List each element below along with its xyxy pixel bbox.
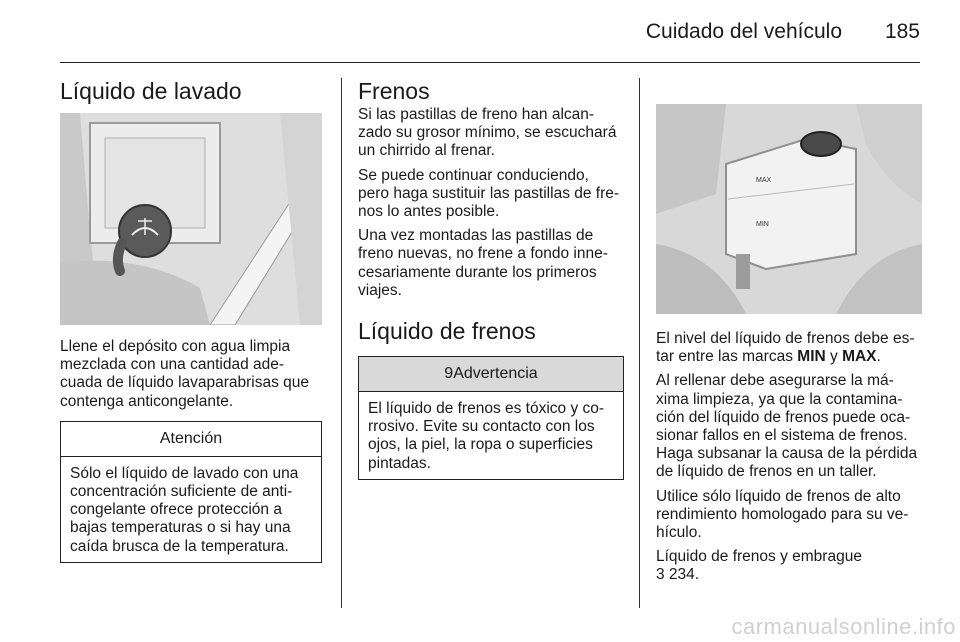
brake-reservoir-photo — [656, 104, 922, 314]
header-title: Cuidado del vehículo — [645, 20, 842, 43]
cross-reference — [656, 548, 922, 584]
warning-header — [359, 357, 623, 392]
reservoir-cap-icon — [801, 132, 841, 156]
washer-body-text: Llene el depósito con agua limpia mezclada con una cantidad ade- cuada de líquido lavaparabrisas que contenga anticongelante. — [60, 338, 310, 410]
attention-box — [60, 421, 322, 563]
max-mark-text: MAX — [842, 348, 877, 366]
washer-reservoir-photo — [60, 113, 322, 325]
column-divider — [639, 78, 640, 608]
fluid-type-paragraph: Utilice sólo líquido de frenos de alto rendimiento homologado para su ve- hículo. — [656, 487, 909, 542]
warning-title: Advertencia — [453, 365, 538, 383]
min-mark-text: MIN — [797, 348, 826, 366]
brakes-paragraph-1: Si las pastillas de freno han alcan- zado su grosor mínimo, se escuchará un chirrido al frenar. — [358, 106, 617, 160]
attention-title: Atención — [61, 422, 321, 457]
warning-text: El líquido de frenos es tóxico y co- rrosivo. Evite su contacto con los ojos, la piel, la ropa o superficies pintadas. — [368, 400, 605, 472]
brakes-section — [358, 78, 624, 480]
column-divider — [341, 78, 342, 608]
brake-fluid-level-section — [656, 78, 922, 591]
max-mark-label: MAX — [756, 177, 772, 184]
reference-arrow-icon: 3 — [656, 566, 665, 584]
level-paragraph: El nivel del líquido de frenos debe es- tar entre las marcas MIN y MAX. — [656, 330, 915, 366]
washer-fluid-section — [60, 78, 322, 563]
section-heading-washer-fluid: Líquido de lavado — [60, 78, 242, 104]
warning-symbol-icon: 9 — [444, 365, 454, 383]
cross-reference-page[interactable]: 234. — [664, 566, 700, 584]
section-heading-brakes: Frenos — [358, 78, 430, 104]
min-mark-label: MIN — [756, 221, 769, 228]
brakes-paragraph-2: Se puede continuar conduciendo, pero haga sustituir las pastillas de fre- nos lo antes posible. — [358, 166, 620, 221]
attention-text: Sólo el líquido de lavado con una concentración suficiente de anti- congelante ofrece protección a bajas temperaturas o si hay una caída brusca de la temperatura. — [70, 464, 299, 555]
warning-box — [358, 356, 624, 480]
cross-reference-text: Líquido de frenos y embrague — [656, 548, 862, 566]
page-header — [60, 0, 920, 63]
page-number: 185 — [884, 20, 920, 43]
refill-paragraph: Al rellenar debe asegurarse la má- xima limpieza, ya que la contamina- ción del líquido de frenos puede oca- sionar fallos en el sistema de frenos. Haga subsanar la causa de la pérdida de líquido de frenos en un taller. — [656, 372, 918, 481]
section-heading-brake-fluid: Líquido de frenos — [358, 318, 536, 345]
brakes-paragraph-3: Una vez montadas las pastillas de freno nuevas, no frene a fondo inne- cesariamente durante los primeros viajes. — [358, 227, 608, 299]
watermark: carmanualsonline.info — [731, 614, 956, 639]
